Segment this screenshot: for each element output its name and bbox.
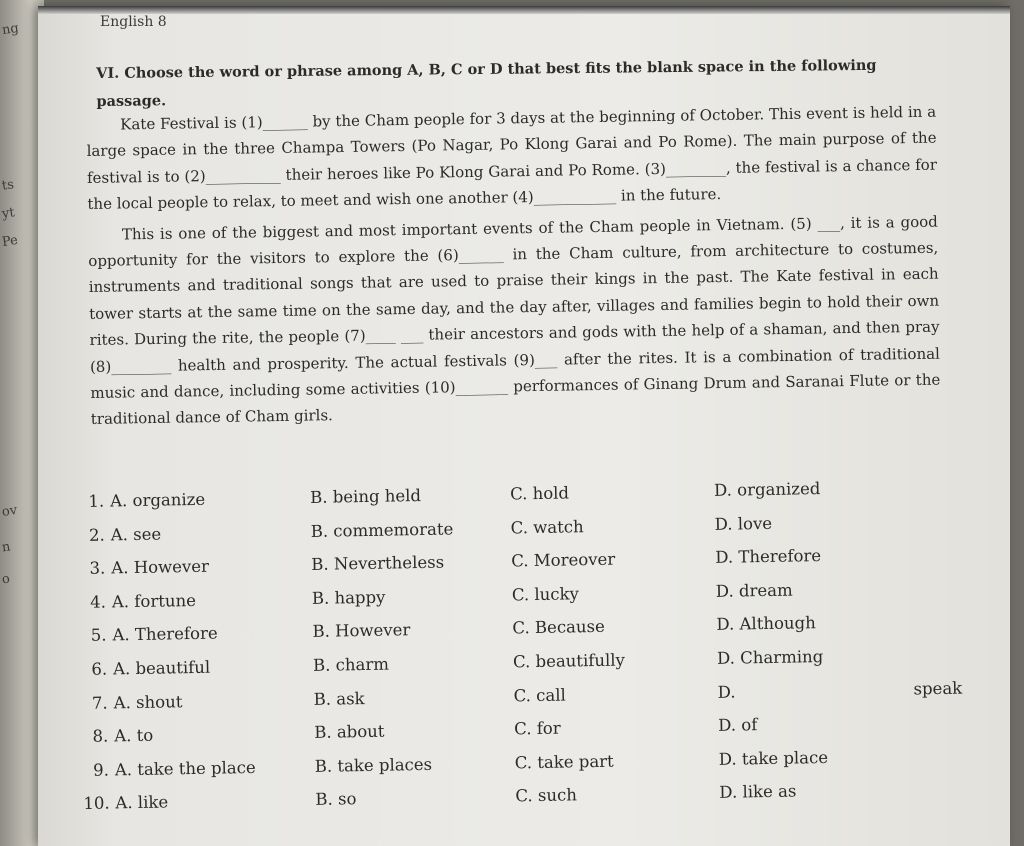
option-b: B. so	[315, 789, 357, 810]
option-c: C. take part	[514, 751, 614, 773]
worksheet-page	[38, 6, 1010, 846]
margin-fragment: ts	[1, 177, 15, 194]
margin-fragment: ov	[1, 503, 19, 520]
option-c: C. beautifully	[512, 650, 626, 672]
question-number: 3.	[89, 558, 106, 578]
option-d: D. Charming	[716, 646, 824, 668]
question-number: 8.	[92, 726, 109, 746]
question-number: 9.	[92, 760, 110, 780]
option-a: A. beautiful	[112, 657, 211, 679]
option-d: D. dream	[715, 580, 793, 601]
option-d: D. Although	[716, 613, 816, 635]
question-number: 1.	[88, 491, 105, 511]
question-number: 6.	[91, 659, 108, 679]
option-a: A. organize	[109, 489, 206, 511]
option-a: A. Therefore	[112, 623, 218, 645]
option-d: D. love	[714, 513, 773, 534]
question-number: 7.	[91, 693, 108, 713]
option-a: A. like	[115, 792, 169, 813]
option-c: C. Moreover	[511, 549, 616, 571]
option-c: C. hold	[509, 483, 570, 504]
question-number: 5.	[90, 625, 107, 646]
option-c: C. watch	[510, 516, 584, 538]
option-a: A. to	[114, 725, 154, 746]
option-b: B. about	[314, 721, 385, 743]
question-number: 4.	[90, 592, 107, 612]
margin-fragment: n	[0, 539, 12, 556]
option-d-continued: speak	[913, 678, 963, 699]
option-b: B. charm	[312, 654, 390, 675]
page-header: English 8	[100, 14, 167, 30]
option-a: A. take the place	[114, 757, 256, 780]
option-b: B. However	[312, 620, 411, 642]
option-b: B. commemorate	[310, 519, 454, 541]
option-a: A. fortune	[111, 590, 197, 612]
option-c: C. call	[513, 685, 566, 705]
option-d: D. of	[718, 715, 758, 736]
option-d: D. take place	[718, 747, 829, 769]
option-c: C. for	[514, 718, 561, 739]
margin-fragment: yt	[1, 205, 16, 222]
passage-paragraph: Kate Festival is (1)______ by the Cham people for 3 days at the beginning of October. This event is held in a large space in the three Champa Towers (Po Nagar, Po Klong Garai and Po Rome). The main purpose of the festival is to (2)__________ their heroes like Po Klong Garai and Po Rome. (3)________, the festival is a chance for the local people to relax, to meet and wish one another (4)___________ in the future.	[86, 102, 938, 214]
margin-fragment: ng	[1, 20, 20, 39]
option-a: A. However	[111, 556, 210, 578]
option-b: B. being held	[309, 486, 422, 507]
page-top-shadow	[38, 6, 1010, 14]
option-d: D.	[717, 682, 736, 702]
answer-options	[78, 476, 984, 828]
exercise-instruction: VI. Choose the word or phrase among A, B, C or D that best fits the blank space in the following passage.	[96, 56, 877, 110]
reading-passage	[86, 99, 941, 433]
passage-paragraph: This is one of the biggest and most important events of the Cham people in Vietnam. (5) ___, it is a good opportunity for the visitors to explore the (6)______ in the Cham culture, from architecture to costumes, instruments and traditional songs that are used to praise their kings in the past. The Kate festival in each tower starts at the same time on the same day, and the day after, villages and families begin to hold their own rites. During the rite, the people (7)____ ___ their ancestors and gods with the help of a shaman, and then pray (8)________ health and prosperity. The actual festivals (9)___ after the rites. It is a combination of traditional music and dance, including some activities (10)_______ performances of Ginang Drum and Saranai Flute or the traditional dance of Cham girls.	[88, 212, 941, 429]
option-c: C. Because	[512, 617, 605, 638]
option-a: A. see	[110, 524, 162, 545]
option-a: A. shout	[113, 691, 183, 712]
margin-fragment: o	[0, 571, 11, 588]
option-b: B. happy	[311, 587, 386, 608]
option-d: D. Therefore	[715, 546, 822, 568]
option-d: D. organized	[713, 479, 821, 500]
option-c: C. lucky	[511, 584, 580, 605]
option-b: B. take places	[314, 754, 433, 776]
margin-fragment: Pe	[1, 232, 19, 251]
option-c: C. such	[515, 785, 578, 806]
option-d: D. like as	[719, 781, 797, 803]
question-number: 10.	[83, 793, 110, 814]
option-b: B. ask	[313, 688, 365, 709]
option-b: B. Nevertheless	[311, 552, 445, 575]
question-number: 2.	[88, 525, 105, 545]
